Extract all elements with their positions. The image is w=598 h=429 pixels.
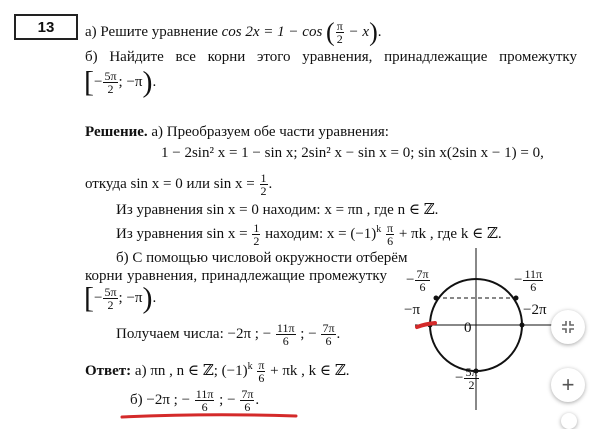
task-part-b: б) Найдите все корни этого уравнения, принадлежащие промежутку	[85, 49, 577, 65]
label-minus-11pi-6: − $\frac{11\pi}{6}$	[514, 267, 543, 294]
solution-b-line2: корни уравнения, принадлежащие промежутку	[85, 268, 387, 284]
solution-b-interval: [− $\frac{5\pi}{2}$ ; −π).	[84, 281, 157, 315]
task-a-label: а) Решите уравнение	[85, 23, 218, 40]
solution-heading: Решение.	[85, 124, 148, 140]
task-a-end: .	[377, 23, 382, 40]
solution-equation-line: 1 − 2sin² x = 1 − sin x; 2sin² x − sin x = 0; sin x(2sin x − 1) = 0,	[161, 145, 544, 161]
point-minus-2pi	[520, 323, 525, 328]
task-a-lhs: cos 2x = 1 − cos	[221, 23, 323, 40]
label-minus-7pi-6: − $\frac{7\pi}{6}$	[406, 267, 429, 294]
solution-case2: Из уравнения sin x = $\frac{1}{2}$ находим: $x = (-1)^k$ $\frac{\pi}{6}$ + πk , где k ∈ ℤ.	[116, 221, 502, 248]
task-a-fraction: $\frac{\pi}{2}$	[336, 19, 343, 46]
partial-button[interactable]	[561, 413, 577, 429]
solution-case1: Из уравнения sin x = 0 находим: x = πn , где n ∈ ℤ.	[116, 202, 439, 218]
answer-label: Ответ:	[85, 362, 132, 379]
task-b-interval: [− $\frac{5\pi}{2}$ ; −π).	[84, 65, 157, 99]
problem-number	[14, 14, 78, 40]
label-minus-5pi-2: − $\frac{5\pi}{2}$	[455, 365, 478, 392]
red-marker	[417, 323, 435, 327]
plus-icon: +	[561, 372, 575, 397]
label-zero: 0	[464, 320, 472, 336]
solution-numbers: Получаем числа: −2π ; − $\frac{11\pi}{6}$ ; − $\frac{7\pi}{6}$ .	[116, 321, 341, 348]
point-11pi-6	[514, 296, 519, 301]
answer-line-a: Ответ: а) πn , n ∈ ℤ; $(-1)^k$ $\frac{\pi}{6}$ + πk , k ∈ ℤ.	[85, 358, 350, 385]
solution-intro-text: а) Преобразуем обе части уравнения:	[151, 124, 389, 140]
answer-line-b: б) −2π ; − $\frac{11\pi}{6}$ ; − $\frac{7\pi}{6}$ .	[130, 387, 260, 414]
task-a-arg-tail: − x	[348, 23, 370, 40]
plus-button[interactable]	[551, 368, 585, 402]
paren-close: )	[369, 17, 378, 47]
label-minus-2pi: −2π	[523, 302, 547, 318]
collapse-button[interactable]	[551, 310, 585, 344]
answer-underline	[120, 412, 300, 420]
paren-open: (	[326, 17, 335, 47]
solution-b-line1: б) С помощью числовой окружности отберём	[116, 250, 408, 266]
solution-intro	[85, 124, 389, 141]
point-7pi-6	[434, 296, 439, 301]
problem-number-text: 13	[37, 18, 55, 36]
task-part-a	[85, 17, 382, 47]
label-minus-pi: −π	[404, 302, 421, 318]
collapse-arrows-icon	[560, 319, 576, 335]
solution-whence: откуда sin x = 0 или sin x = $\frac{1}{2}$ .	[85, 171, 273, 198]
